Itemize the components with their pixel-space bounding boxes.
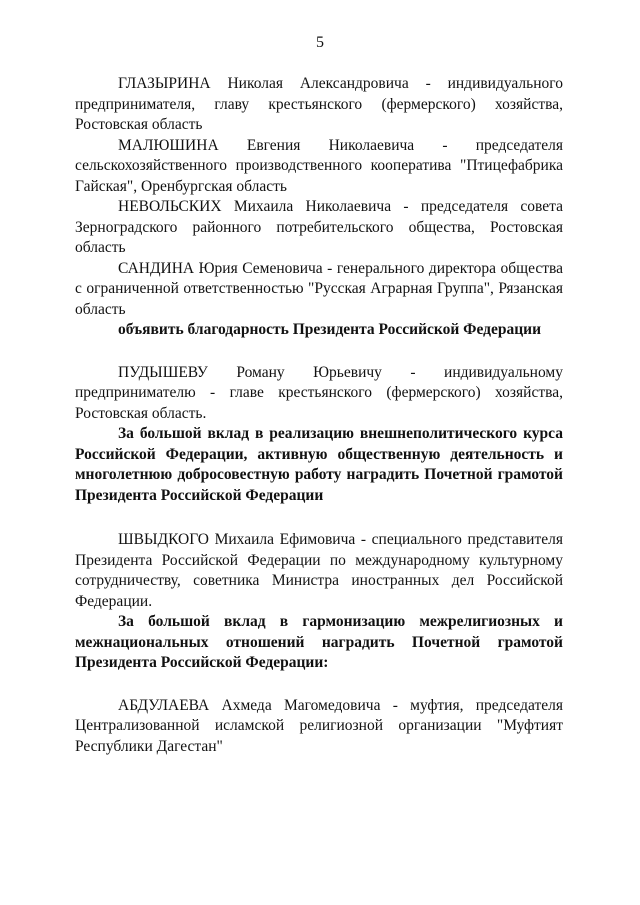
award-entry-glazyrin: ГЛАЗЫРИНА Николая Александровича - индивидуального предпринимателя, главу крестьянского (фермерского) хозяйства, Ростовская область: [75, 75, 563, 133]
page-number: 5: [316, 34, 324, 51]
section-heading-foreign-policy: За большой вклад в реализацию внешнеполитического курса Российской Федерации, активную общественную деятельность и многолетнюю добросовестную работу наградить Почетной грамотой Президента Российской Федерации: [75, 425, 563, 504]
award-entry-shvydkoy: ШВЫДКОГО Михаила Ефимовича - специального представителя Президента Российской Федерации по международному культурному сотрудничеству, советника Министра иностранных дел Российской Федерации.: [75, 531, 563, 610]
award-entry-pudyshev: ПУДЫШЕВУ Роману Юрьевичу - индивидуальному предпринимателю - главе крестьянского (фермерского) хозяйства, Ростовская область.: [75, 363, 563, 422]
award-entry-abdulaev: АБДУЛАЕВА Ахмеда Магомедовича - муфтия, председателя Централизованной исламской религиозной организации "Муфтият Республики Дагестан": [75, 696, 563, 755]
document-body: [75, 74, 563, 757]
award-entry-malyushin: МАЛЮШИНА Евгения Николаевича - председателя сельскохозяйственного производственного кооператива "Птицефабрика Гайская", Оренбургская область: [75, 136, 563, 195]
section-heading-interreligious: За большой вклад в гармонизацию межрелигиозных и межнациональных отношений наградить Почетной грамотой Президента Российской Федерации:: [75, 613, 563, 671]
award-entry-sandin: САНДИНА Юрия Семеновича - генерального директора общества с ограниченной ответственностью "Русская Аграрная Группа", Рязанская область: [75, 259, 563, 318]
section-heading-gratitude: объявить благодарность Президента Российской Федерации: [118, 321, 542, 338]
award-entry-nevolskikh: НЕВОЛЬСКИХ Михаила Николаевича - председателя совета Зерноградского районного потребительского общества, Ростовская область: [75, 198, 563, 256]
